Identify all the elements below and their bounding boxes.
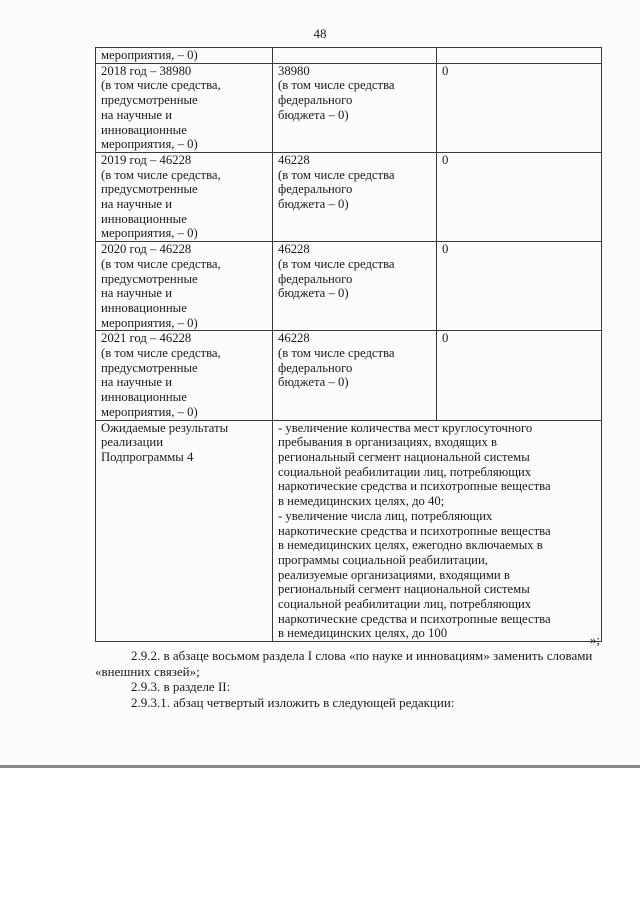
table-cell: 2020 год – 46228 (в том числе средства, предусмотренные на научные и инновационные мероприятия, – 0) [96, 242, 273, 331]
page-number: 48 [313, 26, 327, 41]
table-cell: мероприятия, – 0) [96, 48, 273, 64]
table-row [96, 331, 602, 420]
table-cell [437, 48, 602, 64]
table-row [96, 63, 602, 152]
table-cell: 2018 год – 38980 (в том числе средства, предусмотренные на научные и инновационные мероприятия, – 0) [96, 63, 273, 152]
results-text-cell: - увеличение количества мест круглосуточного пребывания в организациях, входящих в региональный сегмент национальной системы социальной реабилитации лиц, потребляющих наркотические средства и психотропные вещества в немедицинских целях, до 40; - увеличение числа лиц, потребляющих наркотические средства и психотропные вещества в немедицинских целях, ежегодно включаемых в программы социальной реабилитации, реализуемые организациями, входящими в региональный сегмент национальной системы социальной реабилитации лиц, потребляющих наркотические средства и психотропные вещества в немедицинских целях, до 100 [273, 420, 602, 642]
paragraph-2-9-3: 2.9.3. в разделе II: [131, 679, 231, 694]
table-row [96, 242, 602, 331]
table-cell: 2019 год – 46228 (в том числе средства, предусмотренные на научные и инновационные мероприятия, – 0) [96, 152, 273, 241]
table-cell: 46228 (в том числе средства федерального бюджета – 0) [273, 152, 437, 241]
closing-quote: »; [589, 632, 600, 647]
table-row [96, 48, 602, 64]
table-row [96, 420, 602, 642]
table-row [96, 152, 602, 241]
table-cell: 0 [437, 63, 602, 152]
table-cell: 38980 (в том числе средства федерального бюджета – 0) [273, 63, 437, 152]
funding-table [95, 47, 602, 642]
table-cell: 46228 (в том числе средства федерального бюджета – 0) [273, 242, 437, 331]
paragraph-2-9-3-1: 2.9.3.1. абзац четвертый изложить в следующей редакции: [131, 695, 455, 710]
results-label-cell: Ожидаемые результаты реализации Подпрограммы 4 [96, 420, 273, 642]
table-cell: 0 [437, 242, 602, 331]
table-cell: 46228 (в том числе средства федерального бюджета – 0) [273, 331, 437, 420]
paragraph-2-9-2: 2.9.2. в абзаце восьмом раздела I слова «по науке и инновациям» заменить словами «внешних связей»; [95, 648, 593, 679]
table-cell: 0 [437, 152, 602, 241]
table-cell [273, 48, 437, 64]
table-cell: 0 [437, 331, 602, 420]
table-cell: 2021 год – 46228 (в том числе средства, предусмотренные на научные и инновационные мероприятия, – 0) [96, 331, 273, 420]
